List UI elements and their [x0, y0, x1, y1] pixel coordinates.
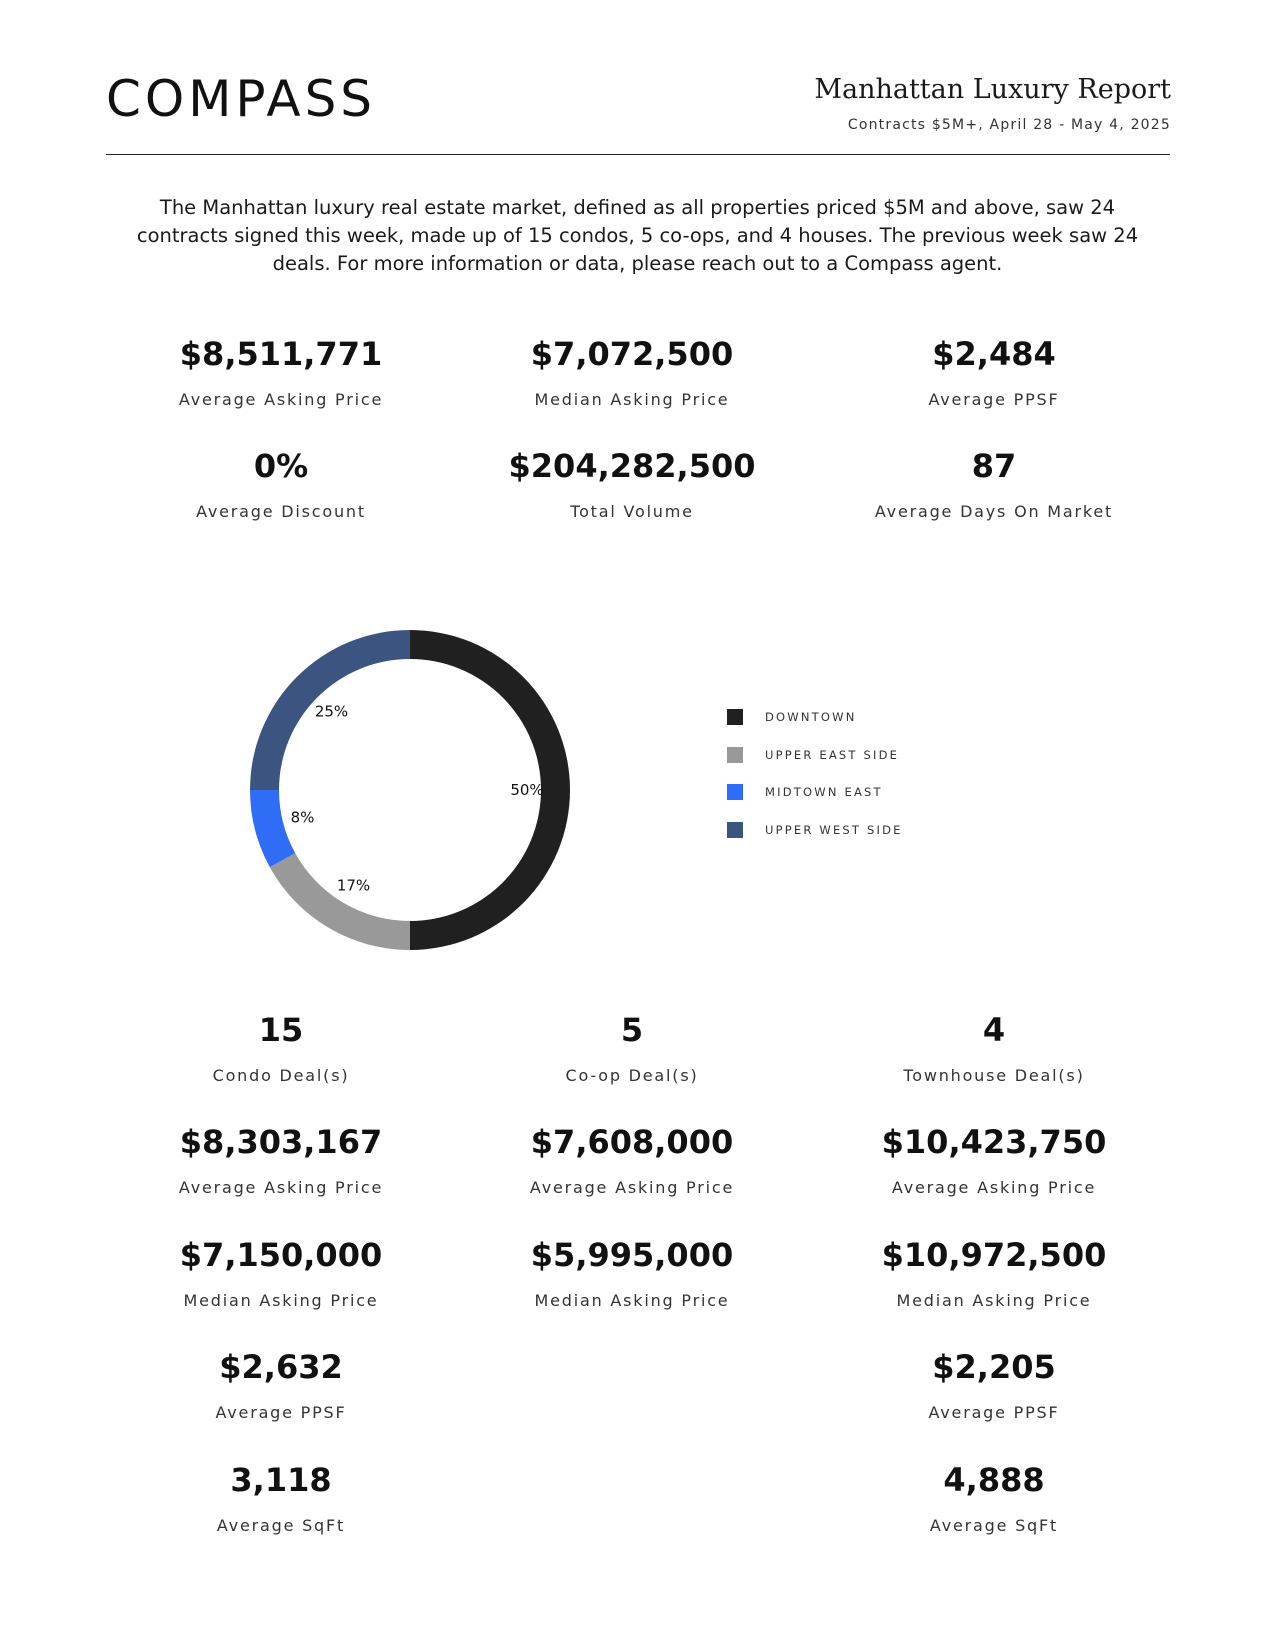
- coop-deal-count: [452, 1010, 812, 1085]
- legend-label: DOWNTOWN: [765, 710, 857, 724]
- stat-value: 4,888: [943, 1461, 1045, 1499]
- coop-avg-asking-price: [452, 1122, 812, 1197]
- stat-value: $8,511,771: [179, 335, 383, 373]
- header-divider: [106, 154, 1170, 155]
- stat-label: Average Asking Price: [529, 1178, 735, 1197]
- stat-value: $7,608,000: [530, 1123, 734, 1161]
- donut-slice-upper-east-side: [270, 853, 410, 950]
- stat-label: Average PPSF: [928, 1403, 1060, 1422]
- stat-value: $10,972,500: [881, 1236, 1107, 1274]
- donut-label-upper-east-side: 17%: [336, 876, 371, 895]
- stat-label: Average Discount: [196, 502, 366, 521]
- stat-label: Average Asking Price: [178, 1178, 384, 1197]
- condo-average-sqft: [101, 1460, 461, 1535]
- townhouse-median-asking-price: [814, 1235, 1174, 1310]
- stat-label: Total Volume: [570, 502, 694, 521]
- intro-paragraph: The Manhattan luxury real estate market, defined as all properties priced $5M and above, saw 24 contracts signed this week, made up of 15 condos, 5 co-ops, and 4 houses. The previous week saw 24 deals. For more information or data, please reach out to a Compass agent.: [136, 196, 1139, 275]
- townhouse-average-sqft: [814, 1460, 1174, 1535]
- stat-value: $2,632: [219, 1348, 343, 1386]
- stat-label: Average Asking Price: [891, 1178, 1097, 1197]
- legend-label: MIDTOWN EAST: [765, 785, 883, 799]
- report-title: Manhattan Luxury Report: [814, 74, 1171, 105]
- stat-value: $204,282,500: [508, 447, 756, 485]
- summary-average-discount: [101, 446, 461, 521]
- stat-label: Median Asking Price: [896, 1291, 1092, 1310]
- stat-label: Average Days On Market: [874, 502, 1114, 521]
- condo-avg-asking-price: [101, 1122, 461, 1197]
- stat-label: Average Asking Price: [178, 390, 384, 409]
- stat-label: Townhouse Deal(s): [903, 1066, 1085, 1085]
- stat-label: Average SqFt: [216, 1516, 346, 1535]
- summary-avg-asking-price: [101, 334, 461, 409]
- legend-swatch: [727, 822, 743, 838]
- townhouse-average-ppsf: [814, 1347, 1174, 1422]
- legend-swatch: [727, 709, 743, 725]
- stat-value: $7,150,000: [179, 1236, 383, 1274]
- donut-slice-downtown: [410, 630, 570, 950]
- stat-label: Average PPSF: [215, 1403, 347, 1422]
- report-subtitle: Contracts $5M+, April 28 - May 4, 2025: [847, 117, 1171, 133]
- townhouse-avg-asking-price: [814, 1122, 1174, 1197]
- donut-svg: [250, 630, 570, 950]
- stat-label: Condo Deal(s): [212, 1066, 350, 1085]
- stat-value: 0%: [253, 447, 309, 485]
- stat-label: Co-op Deal(s): [565, 1066, 699, 1085]
- stat-label: Median Asking Price: [534, 1291, 730, 1310]
- donut-label-downtown: 50%: [510, 781, 544, 799]
- condo-median-asking-price: [101, 1235, 461, 1310]
- stat-value: 3,118: [230, 1461, 332, 1499]
- stat-value: $2,205: [932, 1348, 1056, 1386]
- stat-value: 4: [982, 1011, 1006, 1049]
- stat-value: $2,484: [932, 335, 1056, 373]
- coop-median-asking-price: [452, 1235, 812, 1310]
- summary-average-ppsf: [814, 334, 1174, 409]
- legend-swatch: [727, 747, 743, 763]
- compass-logo: [106, 72, 426, 124]
- condo-deal-count: [101, 1010, 461, 1085]
- logo-text: COMPASS: [106, 72, 377, 126]
- stat-value: $5,995,000: [530, 1236, 734, 1274]
- stat-value: $10,423,750: [881, 1123, 1107, 1161]
- legend-label: UPPER EAST SIDE: [765, 747, 900, 762]
- summary-median-asking-price: [452, 334, 812, 409]
- stat-label: Median Asking Price: [534, 390, 730, 409]
- stat-label: Average SqFt: [929, 1516, 1059, 1535]
- townhouse-deal-count: [814, 1010, 1174, 1085]
- stat-value: 5: [620, 1011, 644, 1049]
- neighborhood-donut-chart: [250, 630, 570, 950]
- summary-average-days-on-market: [814, 446, 1174, 521]
- donut-slice-midtown-east: [250, 790, 295, 867]
- stat-label: Median Asking Price: [183, 1291, 379, 1310]
- donut-label-midtown-east: 8%: [290, 808, 315, 827]
- stat-value: 87: [971, 447, 1017, 485]
- condo-average-ppsf: [101, 1347, 461, 1422]
- legend-swatch: [727, 784, 743, 800]
- summary-total-volume: [452, 446, 812, 521]
- stat-value: 15: [258, 1011, 304, 1049]
- stat-label: Average PPSF: [928, 390, 1060, 409]
- donut-label-upper-west-side: 25%: [314, 702, 349, 721]
- stat-value: $7,072,500: [530, 335, 734, 373]
- legend-label: UPPER WEST SIDE: [765, 822, 903, 837]
- stat-value: $8,303,167: [179, 1123, 383, 1161]
